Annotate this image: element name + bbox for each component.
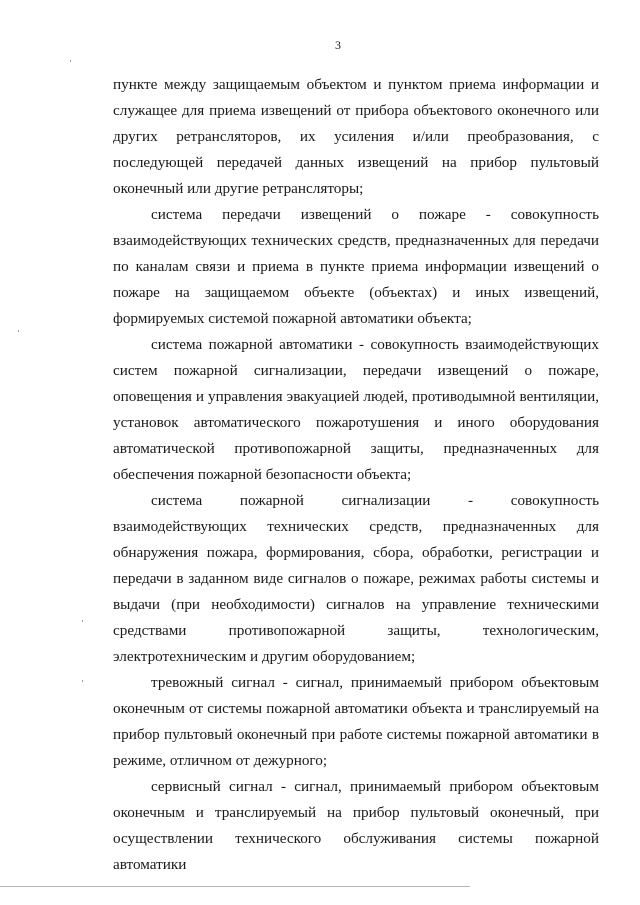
paragraph-continuation: пункте между защищаемым объектом и пунктом приема информации и служащее для приема извещений от прибора объектового оконечного или других ретрансляторов, их усиления и/или преобразования, с последующей передачей данных извещений на прибор пультовый оконечный или другие ретрансляторы; (113, 76, 599, 197)
paragraph-fire-automation-system: система пожарной автоматики - совокупность взаимодействующих систем пожарной сигнализации, передачи извещений о пожаре, оповещения и управления эвакуацией людей, противодымной вентиляции, установок автоматического пожаротушения и иного оборудования автоматической противопожарной защиты, предназначенных для обеспечения пожарной безопасности объекта; (113, 336, 599, 483)
scan-mark (70, 60, 71, 62)
page-body (113, 72, 599, 878)
page-number: 3 (335, 38, 341, 52)
paragraph-service-signal: сервисный сигнал - сигнал, принимаемый прибором объектовым оконечным и транслируемый на прибор пультовый оконечный, при осуществлении технического обслуживания системы пожарной автоматики (113, 778, 599, 873)
paragraph-fire-alarm-system: система пожарной сигнализации - совокупность взаимодействующих технических средств, предназначенных для обнаружения пожара, формирования, сбора, обработки, регистрации и передачи в заданном виде сигналов о пожаре, режимах работы системы и выдачи (при необходимости) сигналов на управление техническими средствами противопожарной защиты, технологическим, электротехническим и другим оборудованием; (113, 492, 599, 665)
paragraph-fire-notification-system: система передачи извещений о пожаре - совокупность взаимодействующих технических средств, предназначенных для передачи по каналам связи и приема в пункте приема информации извещений о пожаре на защищаемом объекте (объектах) и иных извещений, формируемых системой пожарной автоматики объекта; (113, 206, 599, 327)
paragraph-alarm-signal: тревожный сигнал - сигнал, принимаемый прибором объектовым оконечным от системы пожарной автоматики объекта и транслируемый на прибор пультовый оконечный при работе системы пожарной автоматики в режиме, отличном от дежурного; (113, 674, 599, 769)
bottom-edge-line (0, 886, 470, 887)
scan-mark (82, 680, 83, 682)
scan-mark (18, 330, 19, 332)
scan-mark (82, 620, 83, 622)
